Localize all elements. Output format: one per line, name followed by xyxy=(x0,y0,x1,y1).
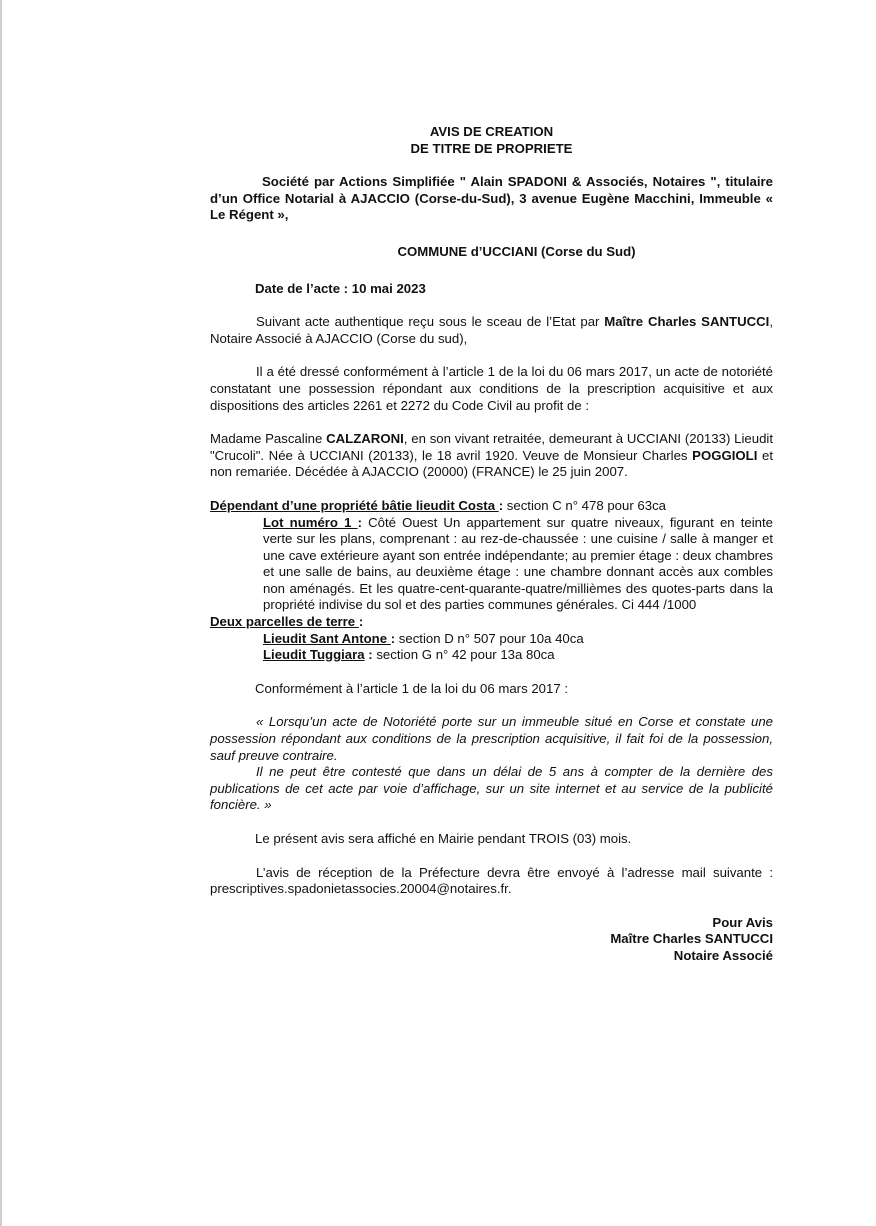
signature-block xyxy=(210,915,773,965)
title-line-2: DE TITRE DE PROPRIETE xyxy=(410,140,573,156)
signature-line-1: Pour Avis xyxy=(712,914,773,930)
parcelle-2-label: Lieudit Tuggiara xyxy=(263,647,365,663)
dresse-paragraph: Il a été dressé conformément à l’article 1 de la loi du 06 mars 2017, un acte de notoriété constatant une possession répondant aux conditions de la prescription acquisitive et aux dispositions des articles 2261 et 2272 du Code Civil au profit de : xyxy=(210,364,773,413)
signature-line-3: Notaire Associé xyxy=(673,947,773,963)
beneficiaire-p3: et non remariée. Décédée à AJACCIO (20000) (FRANCE) le 25 juin 2007. xyxy=(210,447,773,480)
signature-line-2: Maître Charles SANTUCCI xyxy=(610,931,773,947)
lot-colon: : xyxy=(357,514,362,530)
propriete-colon: : xyxy=(498,497,504,513)
date-acte: Date de l’acte : 10 mai 2023 xyxy=(255,280,426,296)
parcelle-1-value: section D n° 507 pour 10a 40ca xyxy=(395,630,584,646)
parcelle-item-2 xyxy=(210,647,773,664)
affichage-line: Le présent avis sera affiché en Mairie pendant TROIS (03) mois. xyxy=(255,831,632,846)
parcelles-heading xyxy=(210,614,773,631)
title-line-1: AVIS DE CREATION xyxy=(429,124,554,139)
citation-paragraph-1: « Lorsqu’un acte de Notoriété porte sur un immeuble situé en Corse et constate une possession répondant aux conditions de la prescription acquisitive, il fait foi de la possession, sauf preuve contraire. xyxy=(210,714,773,763)
beneficiaire-p1: Madame Pascaline xyxy=(210,431,327,447)
parcelle-2-value: section G n° 42 pour 13a 80ca xyxy=(372,647,555,663)
suivant-paragraph xyxy=(210,314,773,347)
parcelle-1-colon: : xyxy=(390,630,396,646)
reception-paragraph: L’avis de réception de la Préfecture devra être envoyé à l’adresse mail suivante : prescriptives.spadonietassocies.20004@notaires.fr. xyxy=(210,864,773,897)
commune-heading: COMMUNE d’UCCIANI (Corse du Sud) xyxy=(397,243,636,259)
propriete-line xyxy=(210,498,773,515)
beneficiaire-paragraph xyxy=(210,431,773,481)
document-page xyxy=(210,124,773,965)
citation-paragraph-2: Il ne peut être contesté que dans un délai de 5 ans à compter de la dernière des publications de cet acte par voie d’affichage, sur un site internet et au service de la publicité foncière. » xyxy=(210,764,773,813)
parcelles-label: Deux parcelles de terre xyxy=(210,614,359,630)
parcelles-colon: : xyxy=(358,614,364,630)
epoux-nom: POGGIOLI xyxy=(692,447,758,463)
parcelle-1-label: Lieudit Sant Antone xyxy=(263,630,391,646)
lot-label: Lot numéro 1 xyxy=(263,514,358,530)
conformement-line: Conformément à l’article 1 de la loi du 06 mars 2017 : xyxy=(255,680,568,696)
parcelle-item-1 xyxy=(210,631,773,648)
parcelle-2-colon: : xyxy=(364,647,373,663)
office-paragraph: Société par Actions Simplifiée " Alain SPADONI & Associés, Notaires ", titulaire d’un Office Notarial à AJACCIO (Corse-du-Sud), 3 avenue Eugène Macchini, Immeuble « Le Régent », xyxy=(210,174,773,223)
propriete-label: Dépendant d’une propriété bâtie lieudit Costa xyxy=(210,497,499,513)
propriete-value: section C n° 478 pour 63ca xyxy=(503,497,667,513)
lot-text: Côté Ouest Un appartement sur quatre niveaux, figurant en teinte verte sur les plans, comprenant : au rez-de-chaussée : une cuisine / salle à manger et une cave extérieure ayant son entrée indépendante; au premier étage : deux chambres et une salle de bains, au deuxième étage : une chambre donnant accès aux combles non aménagés. Et les quatre-cent-quarante-quatre/millièmes des quotes-parts dans la propriété indivise du sol et des parties communes générales. Ci 444 /1000 xyxy=(263,514,774,613)
suivant-pre: Suivant acte authentique reçu sous le sceau de l’Etat par xyxy=(256,314,605,330)
beneficiaire-nom: CALZARONI xyxy=(326,431,404,447)
lot-paragraph xyxy=(210,515,773,615)
page-edge xyxy=(0,0,2,1226)
notaire-name: Maître Charles SANTUCCI xyxy=(604,314,770,330)
suivant-post: , Notaire Associé à AJACCIO (Corse du sud), xyxy=(210,314,773,346)
beneficiaire-p2: , en son vivant retraitée, demeurant à UCCIANI (20133) Lieudit "Crucoli". Née à UCCIANI (20133), le 18 avril 1920. Veuve de Monsieur Charles xyxy=(210,431,773,463)
